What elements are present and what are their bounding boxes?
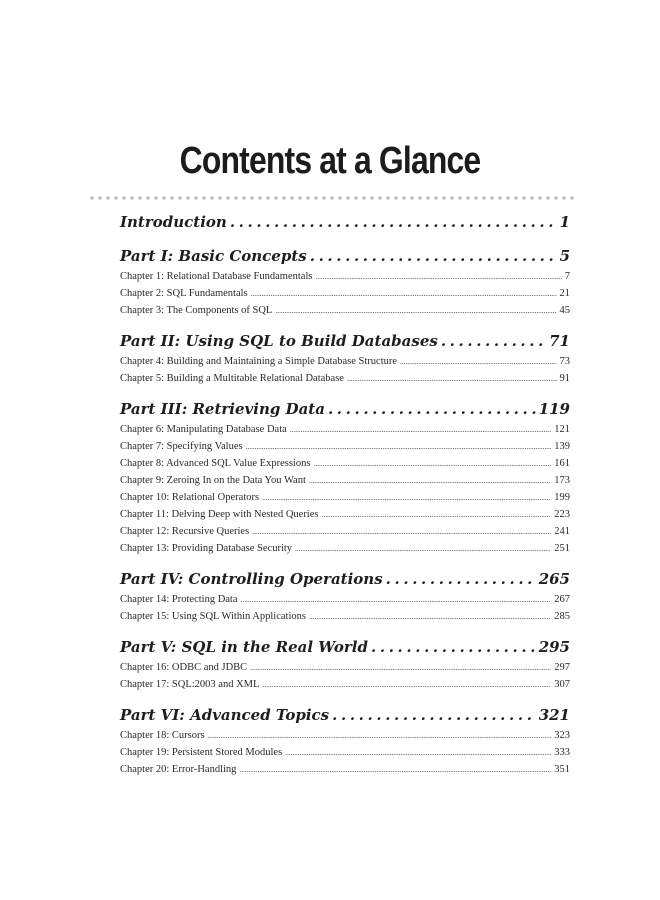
dot-leader	[309, 611, 551, 622]
part-page-number: 265	[538, 570, 570, 588]
toc-chapter-entry	[120, 662, 570, 679]
chapter-page-number: 7	[564, 271, 570, 282]
chapter-page-number: 251	[554, 543, 570, 554]
chapter-page-number: 91	[559, 373, 570, 384]
toc-chapter-entry	[120, 747, 570, 764]
chapter-title: Chapter 8: Advanced SQL Value Expressions	[120, 458, 311, 469]
toc-chapter-entry	[120, 271, 570, 288]
chapter-title: Chapter 12: Recursive Queries	[120, 526, 250, 537]
chapter-page-number: 223	[554, 509, 570, 520]
dot-leader	[295, 543, 551, 554]
dot-leader	[241, 594, 552, 605]
dot-leader	[328, 400, 536, 418]
toc-part-entry	[120, 247, 570, 271]
chapter-title: Chapter 4: Building and Maintaining a Simple Database Structure	[120, 356, 398, 367]
part-page-number: 119	[538, 400, 570, 418]
dot-leader	[246, 441, 552, 452]
toc-chapter-entry	[120, 373, 570, 390]
chapter-title: Chapter 3: The Components of SQL	[120, 305, 273, 316]
toc-chapter-entry	[120, 543, 570, 560]
toc-part-entry	[120, 332, 570, 356]
dot-leader	[208, 730, 552, 741]
chapter-page-number: 241	[554, 526, 570, 537]
dot-leader	[315, 271, 561, 282]
chapter-title: Chapter 17: SQL:2003 and XML	[120, 679, 260, 690]
toc-part-entry	[120, 213, 570, 237]
chapter-title: Chapter 11: Delving Deep with Nested Queries	[120, 509, 319, 520]
part-title: Part III: Retrieving Data	[120, 400, 325, 418]
dot-leader	[400, 356, 556, 367]
dot-leader	[313, 458, 551, 469]
toc-chapter-entry	[120, 288, 570, 305]
chapter-title: Chapter 18: Cursors	[120, 730, 205, 741]
chapter-title: Chapter 9: Zeroing In on the Data You Want	[120, 475, 306, 486]
toc-chapter-entry	[120, 730, 570, 747]
chapter-title: Chapter 15: Using SQL Within Applications	[120, 611, 306, 622]
chapter-page-number: 297	[554, 662, 570, 673]
chapter-title: Chapter 16: ODBC and JDBC	[120, 662, 248, 673]
toc-chapter-entry	[120, 679, 570, 696]
toc-chapter-entry	[120, 424, 570, 441]
dot-leader	[262, 679, 551, 690]
chapter-title: Chapter 5: Building a Multitable Relational Database	[120, 373, 344, 384]
chapter-page-number: 267	[554, 594, 570, 605]
chapter-title: Chapter 10: Relational Operators	[120, 492, 260, 503]
chapter-page-number: 199	[554, 492, 570, 503]
table-of-contents	[120, 213, 570, 781]
part-page-number: 71	[549, 332, 570, 350]
dot-leader	[285, 747, 551, 758]
chapter-page-number: 121	[554, 424, 570, 435]
part-title: Part VI: Advanced Topics	[120, 706, 330, 724]
chapter-page-number: 73	[559, 356, 570, 367]
page-title: Contents at a Glance	[179, 140, 481, 182]
chapter-page-number: 285	[554, 611, 570, 622]
dot-leader	[441, 332, 546, 350]
part-page-number: 321	[538, 706, 570, 724]
toc-chapter-entry	[120, 764, 570, 781]
toc-chapter-entry	[120, 611, 570, 628]
toc-part-entry	[120, 638, 570, 662]
dot-leader	[309, 475, 551, 486]
chapter-page-number: 173	[554, 475, 570, 486]
toc-chapter-entry	[120, 356, 570, 373]
chapter-title: Chapter 14: Protecting Data	[120, 594, 238, 605]
part-title: Part IV: Controlling Operations	[120, 570, 383, 588]
toc-chapter-entry	[120, 458, 570, 475]
part-title: Part I: Basic Concepts	[120, 247, 307, 265]
toc-part-entry	[120, 706, 570, 730]
chapter-title: Chapter 20: Error-Handling	[120, 764, 237, 775]
chapter-title: Chapter 6: Manipulating Database Data	[120, 424, 287, 435]
chapter-page-number: 351	[554, 764, 570, 775]
part-page-number: 295	[538, 638, 570, 656]
dot-leader	[310, 247, 557, 265]
dot-leader	[332, 706, 536, 724]
chapter-page-number: 323	[554, 730, 570, 741]
chapter-page-number: 333	[554, 747, 570, 758]
dot-leader	[275, 305, 556, 316]
dot-leader	[262, 492, 551, 503]
dot-leader	[290, 424, 551, 435]
dotted-divider	[88, 195, 574, 201]
part-title: Part V: SQL in the Real World	[120, 638, 368, 656]
chapter-title: Chapter 1: Relational Database Fundamentals	[120, 271, 313, 282]
toc-chapter-entry	[120, 475, 570, 492]
chapter-title: Chapter 7: Specifying Values	[120, 441, 243, 452]
dot-leader	[371, 638, 536, 656]
dot-leader	[386, 570, 536, 588]
dot-leader	[252, 526, 551, 537]
dot-leader	[251, 288, 557, 299]
part-title: Part II: Using SQL to Build Databases	[120, 332, 438, 350]
chapter-page-number: 45	[559, 305, 570, 316]
toc-chapter-entry	[120, 526, 570, 543]
part-title: Introduction	[120, 213, 227, 231]
dot-leader	[230, 213, 557, 231]
toc-part-entry	[120, 570, 570, 594]
chapter-title: Chapter 19: Persistent Stored Modules	[120, 747, 283, 758]
toc-chapter-entry	[120, 441, 570, 458]
dot-leader	[321, 509, 551, 520]
chapter-title: Chapter 13: Providing Database Security	[120, 543, 293, 554]
toc-chapter-entry	[120, 509, 570, 526]
chapter-page-number: 161	[554, 458, 570, 469]
dot-leader	[347, 373, 557, 384]
toc-chapter-entry	[120, 305, 570, 322]
chapter-title: Chapter 2: SQL Fundamentals	[120, 288, 248, 299]
toc-chapter-entry	[120, 594, 570, 611]
toc-chapter-entry	[120, 492, 570, 509]
part-page-number: 5	[559, 247, 570, 265]
chapter-page-number: 21	[559, 288, 570, 299]
part-page-number: 1	[559, 213, 570, 231]
dot-leader	[239, 764, 551, 775]
toc-part-entry	[120, 400, 570, 424]
dot-leader	[250, 662, 551, 673]
chapter-page-number: 139	[554, 441, 570, 452]
chapter-page-number: 307	[554, 679, 570, 690]
